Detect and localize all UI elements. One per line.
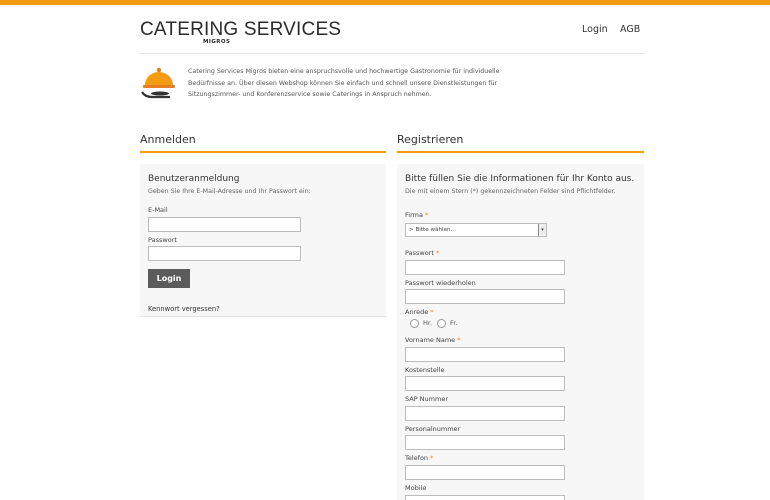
forgot-password-link[interactable]: Kennwort vergessen? bbox=[148, 305, 220, 313]
register-hint: Die mit einem Stern (*) gekennzeichneten Felder sind Pflichtfelder. bbox=[405, 188, 616, 195]
vorname-name-label: Vorname Name * bbox=[405, 336, 461, 344]
passwort-label: Passwort * bbox=[405, 249, 440, 257]
password-label: Passwort bbox=[148, 236, 177, 244]
anmelden-title: Anmelden bbox=[140, 133, 196, 146]
cloche-icon bbox=[140, 66, 178, 102]
mobile-field[interactable] bbox=[405, 495, 565, 500]
anrede-label: Anrede * bbox=[405, 308, 434, 316]
personalnummer-label: Personalnummer bbox=[405, 425, 461, 433]
catering-services-logo[interactable] bbox=[140, 19, 342, 48]
anrede-fr-label: Fr. bbox=[450, 319, 458, 327]
email-field[interactable] bbox=[148, 217, 301, 232]
top-accent-bar bbox=[0, 0, 770, 5]
telefon-field[interactable] bbox=[405, 465, 565, 480]
kostenstelle-label: Kostenstelle bbox=[405, 366, 445, 374]
nav-agb-link[interactable]: AGB bbox=[620, 24, 641, 35]
mobile-label: Mobile bbox=[405, 484, 427, 492]
nav-login-link[interactable]: Login bbox=[582, 24, 608, 35]
telefon-label: Telefon * bbox=[405, 454, 434, 462]
anrede-hr-radio[interactable] bbox=[410, 319, 419, 328]
login-heading: Benutzeranmeldung bbox=[148, 174, 240, 184]
login-button[interactable]: Login bbox=[148, 269, 190, 288]
personalnummer-field[interactable] bbox=[405, 435, 565, 450]
intro-text: Catering Services Migros bieten eine anspruchsvolle und hochwertige Gastronomie für individuelle Bedürfnisse an. Über diesen Webshop können Sie einfach und schnell unsere Dienstleistungen für Sitzungszimmer- und Konferenzservice sowie Caterings in Anspruch nehmen. bbox=[188, 68, 500, 99]
vorname-name-field[interactable] bbox=[405, 347, 565, 362]
register-heading: Bitte füllen Sie die Informationen für Ihr Konto aus. bbox=[405, 174, 635, 184]
sap-nummer-field[interactable] bbox=[405, 406, 565, 421]
registrieren-divider bbox=[397, 151, 644, 153]
header-divider bbox=[140, 53, 644, 54]
password-field[interactable] bbox=[148, 246, 301, 261]
chevron-down-icon: ▾ bbox=[538, 224, 546, 236]
register-password-repeat-field[interactable] bbox=[405, 289, 565, 304]
anmelden-divider bbox=[140, 151, 386, 153]
login-hint: Geben Sie Ihre E-Mail-Adresse und Ihr Passwort ein: bbox=[148, 188, 311, 195]
anrede-hr-label: Hr. bbox=[423, 319, 433, 327]
kostenstelle-field[interactable] bbox=[405, 376, 565, 391]
passwort-wiederholen-label: Passwort wiederholen bbox=[405, 279, 476, 287]
logo-subtext: MIGROS bbox=[203, 39, 231, 45]
logo-text: CATERING SERVICES bbox=[140, 19, 342, 40]
register-password-field[interactable] bbox=[405, 260, 565, 275]
firma-label: Firma * bbox=[405, 211, 429, 219]
firma-select[interactable]: > Bitte wählen... ▾ bbox=[405, 223, 547, 237]
registrieren-title: Registrieren bbox=[397, 133, 464, 146]
email-label: E-Mail bbox=[148, 206, 168, 214]
sap-nummer-label: SAP Nummer bbox=[405, 395, 448, 403]
anrede-fr-radio[interactable] bbox=[437, 319, 446, 328]
